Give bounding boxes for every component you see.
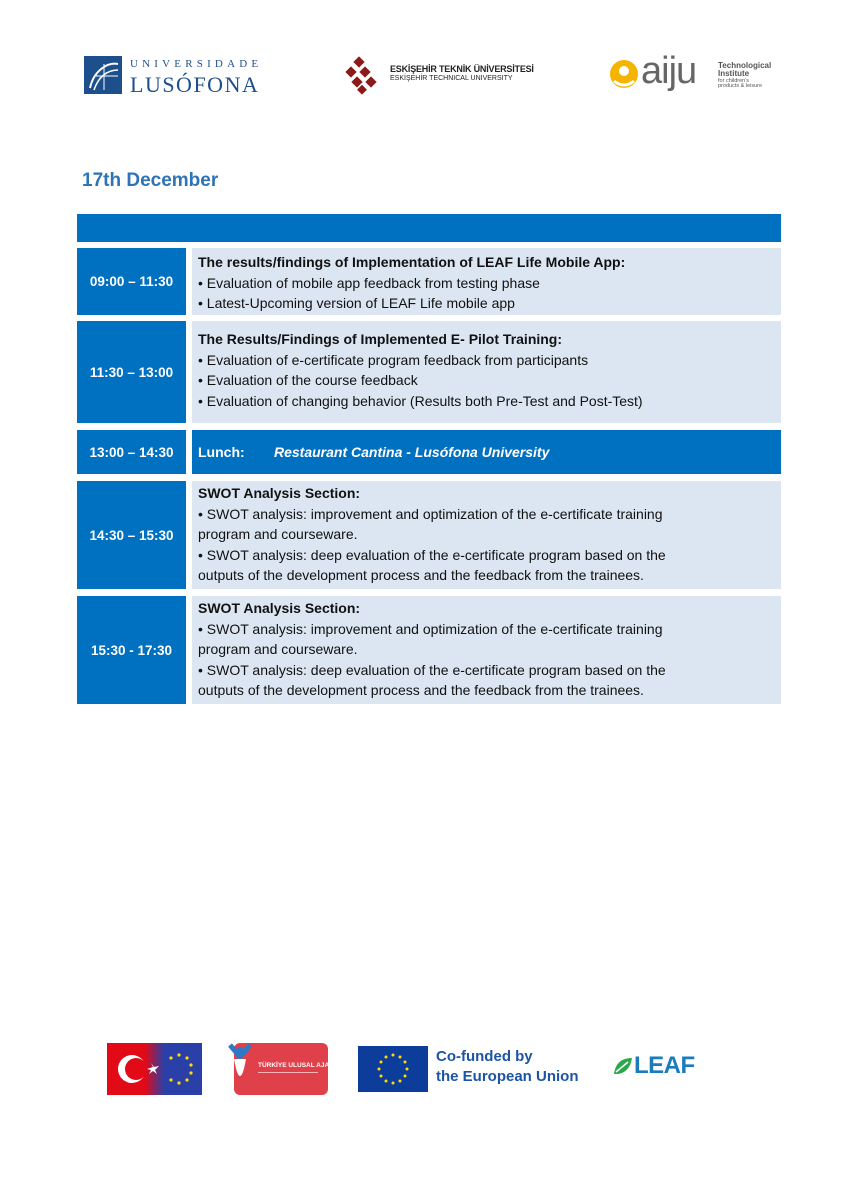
etu-emblem-icon [341, 56, 383, 96]
session-text: program and courseware. [198, 641, 358, 657]
schedule-row [77, 596, 781, 704]
lusofona-logo-line2: LUSÓFONA [130, 72, 260, 97]
eu-cofunded-line2: the European Union [436, 1068, 579, 1085]
page-title: 17th December [82, 170, 219, 191]
session-text: outputs of the development process and the feedback from the trainees. [198, 682, 644, 698]
time-cell: 13:00 – 14:30 [77, 430, 186, 474]
svg-text:TÜRKİYE ULUSAL AJANSI: TÜRKİYE ULUSAL AJANSI [258, 1062, 340, 1069]
aiju-emblem-icon [609, 59, 639, 89]
aiju-logo-line4: products & leisure [718, 83, 763, 89]
turkiye-ulusal-ajansi-logo [226, 1043, 340, 1095]
session-bullet: • Evaluation of mobile app feedback from testing phase [198, 274, 540, 291]
leaf-icon [612, 1056, 634, 1078]
session-content [192, 248, 781, 315]
schedule-row-lunch [77, 430, 781, 474]
schedule-row [77, 248, 781, 315]
aiju-logo-word: aiju [641, 50, 697, 92]
eu-cofunded-line1: Co-funded by [436, 1048, 533, 1065]
turkey-eu-flag-icon [107, 1043, 202, 1095]
leaf-logo-word: LEAF [634, 1052, 695, 1079]
session-title: SWOT Analysis Section: [198, 600, 361, 616]
session-title: The results/findings of Implementation of LEAF Life Mobile App: [198, 254, 626, 270]
session-title: SWOT Analysis Section: [198, 485, 361, 501]
session-content [192, 596, 781, 704]
globe-icon [84, 56, 122, 94]
lunch-content [192, 430, 781, 474]
session-content [192, 481, 781, 589]
time-cell: 11:30 – 13:00 [77, 321, 186, 423]
session-title: The Results/Findings of Implemented E- Pilot Training: [198, 331, 563, 347]
session-bullet: • Evaluation of changing behavior (Results both Pre-Test and Post-Test) [198, 392, 643, 409]
session-bullet: • SWOT analysis: deep evaluation of the e-certificate program based on the [198, 661, 666, 678]
aiju-logo-line3: for children's [718, 78, 750, 84]
eu-flag-icon [358, 1046, 428, 1092]
session-bullet: • SWOT analysis: deep evaluation of the e-certificate program based on the [198, 546, 666, 563]
aiju-logo-line1: Technological [718, 61, 772, 70]
session-bullet: • Evaluation of e-certificate program feedback from participants [198, 351, 589, 368]
lunch-place: Restaurant Cantina - Lusófona University [274, 443, 550, 460]
session-bullet: • SWOT analysis: improvement and optimization of the e-certificate training [198, 620, 663, 637]
session-bullet: • SWOT analysis: improvement and optimization of the e-certificate training [198, 505, 663, 522]
etu-logo-line2: ESKİŞEHİR TECHNICAL UNIVERSITY [390, 75, 513, 82]
schedule-row [77, 481, 781, 589]
schedule-header-bar [77, 214, 781, 242]
session-content [192, 321, 781, 423]
time-cell: 14:30 – 15:30 [77, 481, 186, 589]
session-text: outputs of the development process and the feedback from the trainees. [198, 567, 644, 583]
aiju-logo-line2: Institute [718, 69, 750, 78]
lunch-label: Lunch: [198, 443, 245, 460]
lusofona-logo-line1: UNIVERSIDADE [130, 58, 263, 70]
time-cell: 15:30 - 17:30 [77, 596, 186, 704]
session-bullet: • Evaluation of the course feedback [198, 372, 418, 388]
etu-logo-line1: ESKİŞEHİR TEKNİK ÜNİVERSİTESİ [390, 64, 534, 74]
schedule-row [77, 321, 781, 423]
session-text: program and courseware. [198, 526, 358, 542]
session-bullet: • Latest-Upcoming version of LEAF Life mobile app [198, 295, 515, 311]
time-cell: 09:00 – 11:30 [77, 248, 186, 315]
